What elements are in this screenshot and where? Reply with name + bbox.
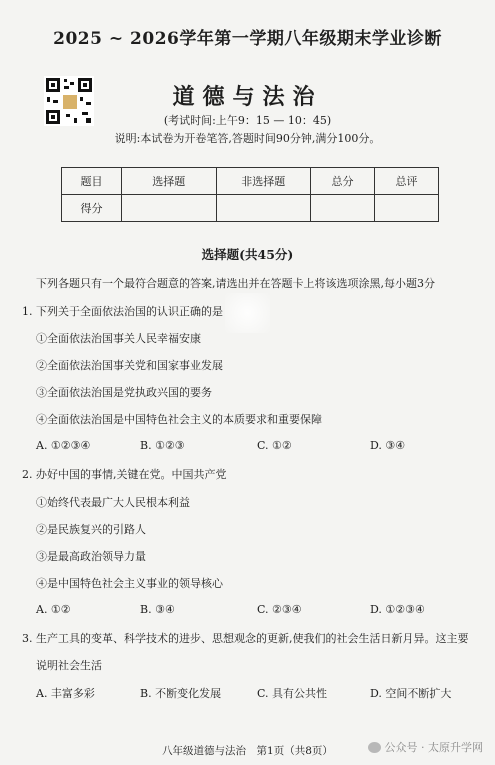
section-title: 选择题(共45分) — [201, 247, 294, 262]
question-2-option-d[interactable]: D. ①②③④ — [370, 603, 425, 616]
question-1-statement: ③全面依法治国是党执政兴国的要务 — [36, 386, 212, 399]
instructions: 说明:本试卷为开卷笔答,答题时间90分钟,满分100分。 — [114, 132, 381, 145]
score-table-row — [62, 195, 439, 222]
question-3-option-d[interactable]: D. 空间不断扩大 — [370, 687, 452, 700]
question-2-statement: ③是最高政治领导力量 — [36, 550, 146, 563]
question-1-option-c[interactable]: C. ①② — [257, 439, 292, 452]
score-cell[interactable] — [374, 195, 438, 222]
question-2-statement: ②是民族复兴的引路人 — [36, 523, 146, 536]
question-3-stem: 3. 生产工具的变革、科学技术的进步、思想观念的更新,使我们的社会生活日新月异。这主要 — [22, 632, 469, 645]
question-2-statement: ④是中国特色社会主义事业的领导核心 — [36, 577, 223, 590]
scan-smudge — [225, 293, 270, 333]
score-cell[interactable] — [310, 195, 374, 222]
page-footer: 八年级道德与法治 第1页（共8页） — [162, 745, 333, 757]
score-header-cell: 总分 — [310, 168, 374, 195]
question-1-statement: ④全面依法治国是中国特色社会主义的本质要求和重要保障 — [36, 413, 322, 426]
question-3-option-b[interactable]: B. 不断变化发展 — [140, 687, 222, 700]
question-1-option-a[interactable]: A. ①②③④ — [36, 439, 91, 452]
exam-time: (考试时间:上午9：15 — 10：45) — [163, 114, 332, 127]
question-1-statement: ①全面依法治国事关人民幸福安康 — [36, 332, 201, 345]
score-cell[interactable] — [122, 195, 216, 222]
watermark-text: 公众号 · 太原升学网 — [384, 741, 483, 754]
score-header-cell: 题目 — [62, 168, 122, 195]
subject-title: 道德与法治 — [172, 85, 323, 110]
question-3-option-c[interactable]: C. 具有公共性 — [257, 687, 328, 700]
question-2-option-c[interactable]: C. ②③④ — [257, 603, 302, 616]
exam-title: 2025 ~ 2026学年第一学期八年级期末学业诊断 — [53, 29, 442, 49]
question-2-statement: ①始终代表最广大人民根本利益 — [36, 496, 190, 509]
score-row-label: 得分 — [62, 195, 122, 222]
question-1-option-d[interactable]: D. ③④ — [370, 439, 406, 452]
question-2-stem: 2. 办好中国的事情,关键在党。中国共产党 — [22, 468, 227, 481]
question-1-option-b[interactable]: B. ①②③ — [140, 439, 185, 452]
score-header-cell: 选择题 — [122, 168, 216, 195]
question-1-statement: ②全面依法治国事关党和国家事业发展 — [36, 359, 223, 372]
question-3-option-a[interactable]: A. 丰富多彩 — [36, 687, 95, 700]
question-3-stem-continued: 说明社会生活 — [36, 659, 102, 672]
wechat-icon — [368, 742, 381, 753]
score-table — [61, 167, 439, 222]
score-header-cell: 总评 — [374, 168, 438, 195]
watermark — [368, 739, 484, 755]
question-2-option-b[interactable]: B. ③④ — [140, 603, 175, 616]
score-cell[interactable] — [216, 195, 310, 222]
score-header-cell: 非选择题 — [216, 168, 310, 195]
question-2-option-a[interactable]: A. ①② — [36, 603, 71, 616]
score-table-header-row — [62, 168, 439, 195]
section-intro: 下列各题只有一个最符合题意的答案,请选出并在答题卡上将该选项涂黑,每小题3分 — [36, 277, 435, 290]
question-1-stem: 1. 下列关于全面依法治国的认识正确的是 — [22, 305, 223, 318]
